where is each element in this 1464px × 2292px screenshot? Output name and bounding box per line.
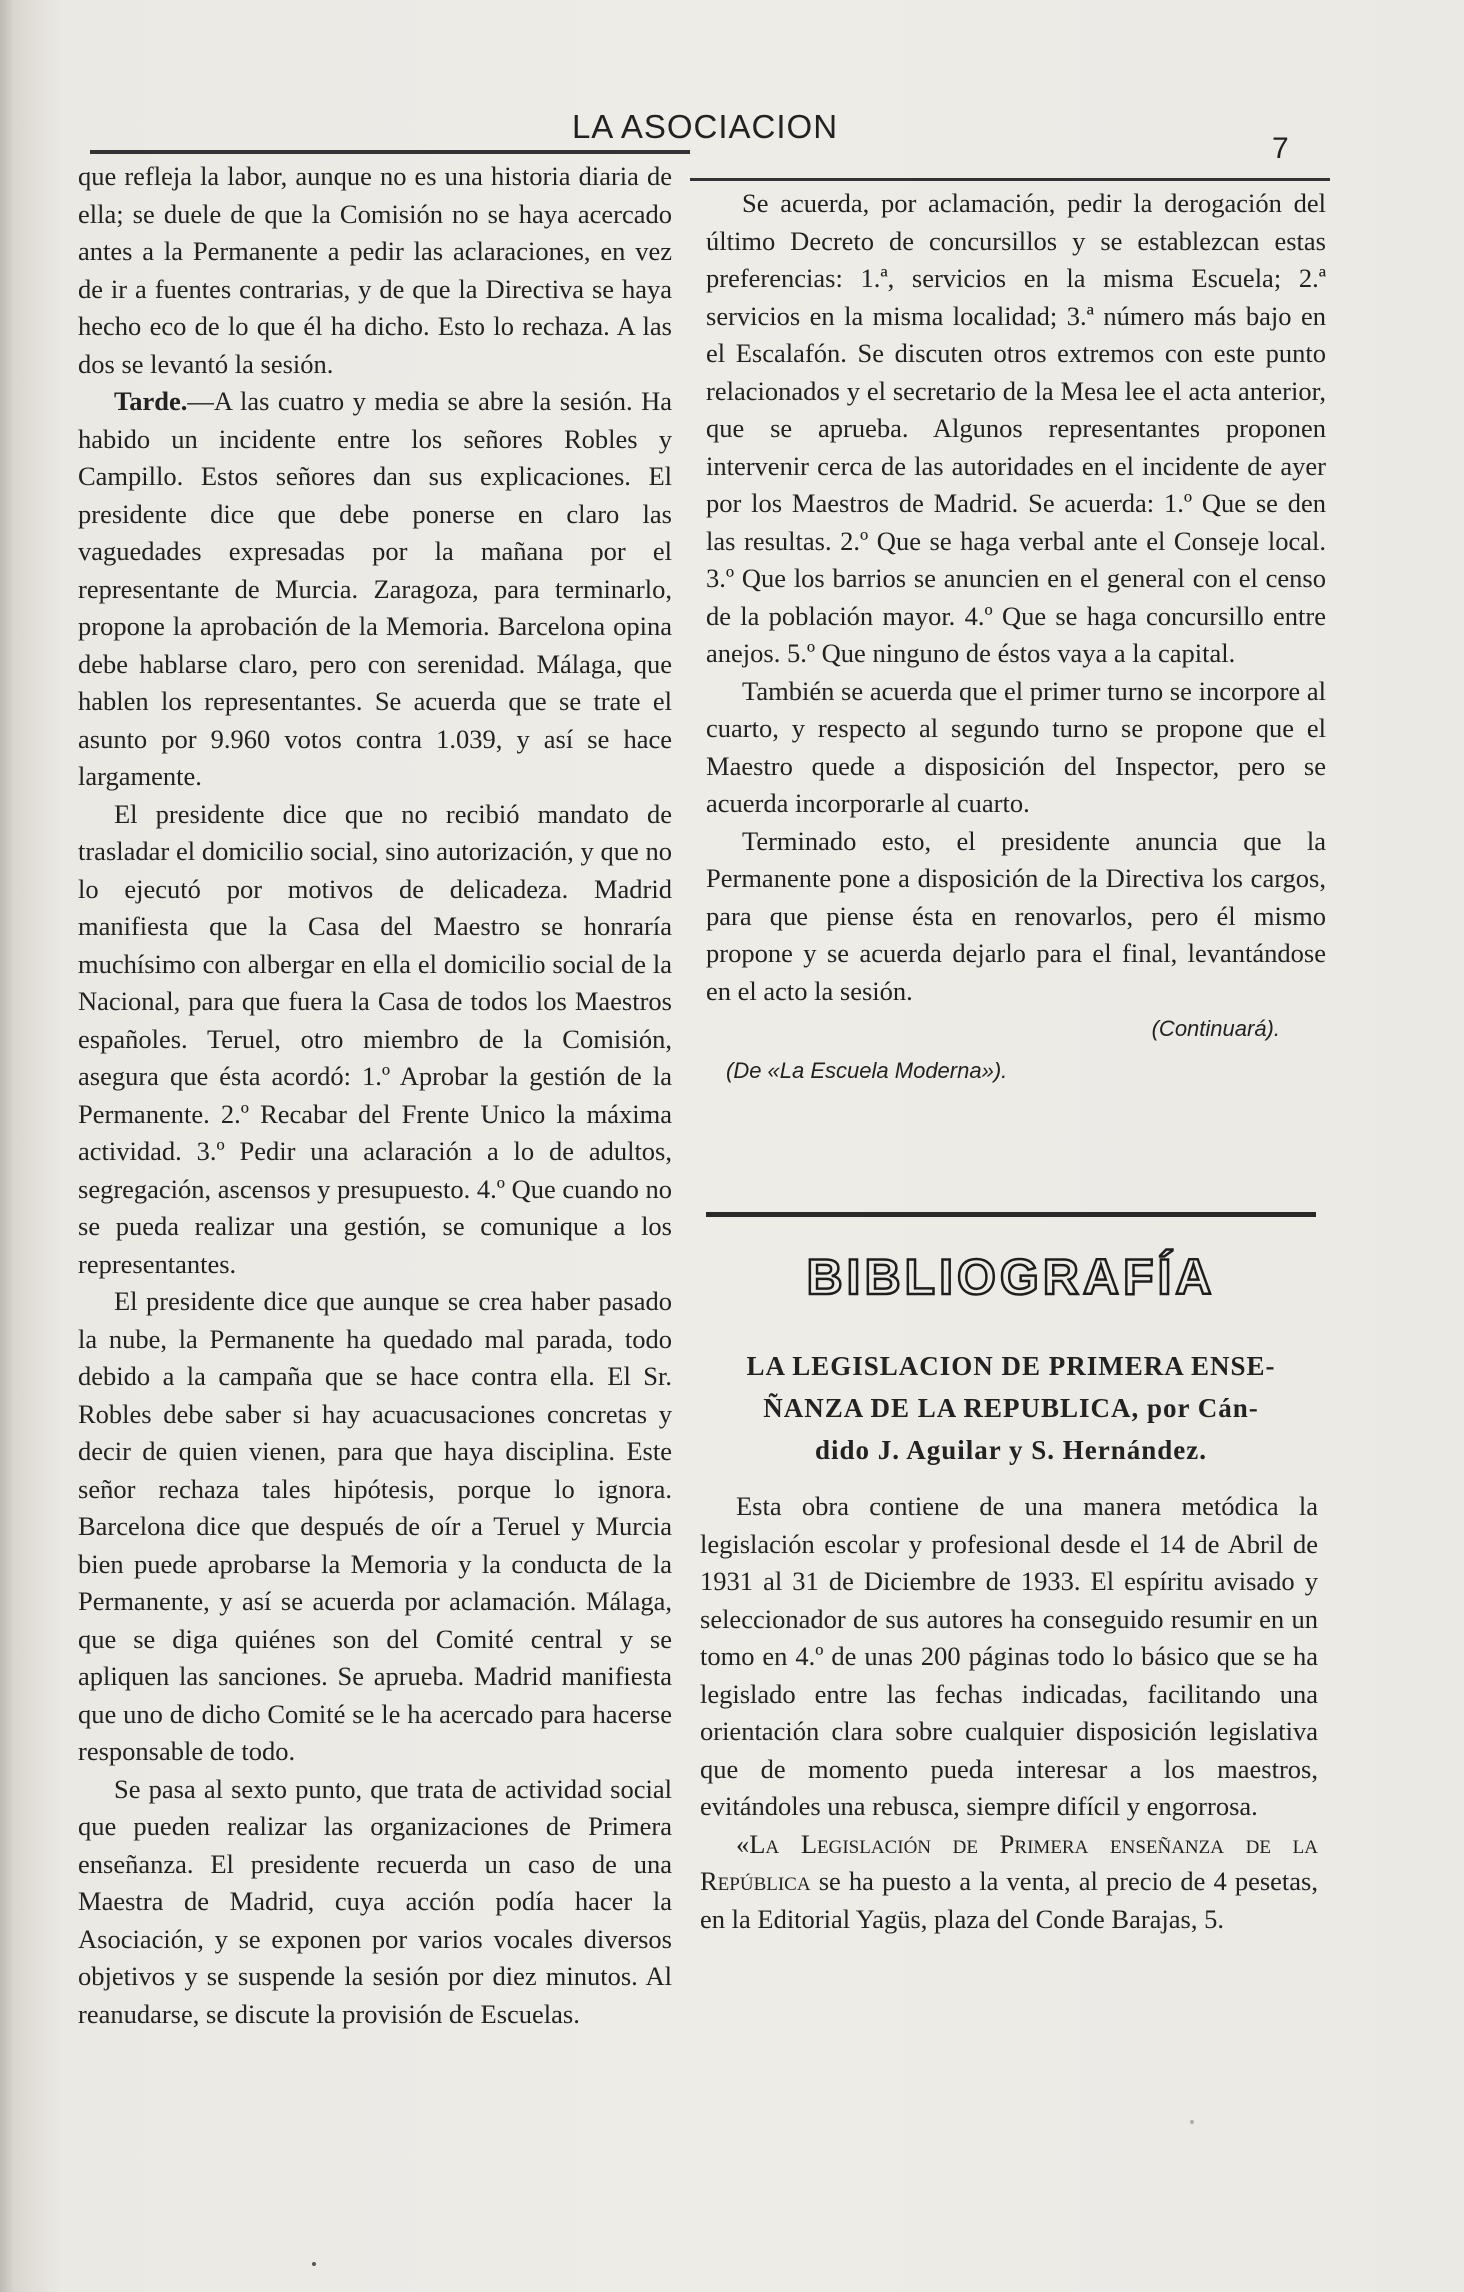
sale-book-title: «La Legislación de Primera enseñanza de la República xyxy=(700,1828,1318,1896)
section-divider xyxy=(706,1212,1316,1217)
sale-paragraph xyxy=(700,1826,1318,1939)
right-paragraph-1: Se acuerda, por aclamación, pedir la derogación del último Decreto de concursillos y se establezcan estas preferencias: 1.ª, servicios en la misma Escuela; 2.ª servicios en la misma localidad; 3.ª número más bajo en el Escalafón. Se discuten otros extremos con este punto relacionados y el secretario de la Mesa lee el acta anterior, que se aprueba. Algunos representantes proponen intervenir cerca de las autoridades en el incidente de ayer por los Maestros de Madrid. Se acuerda: 1.º Que se den las resultas. 2.º Que se haga verbal ante el Conseje local. 3.º Que los barrios se anuncien en el general con el censo de la población mayor. 4.º Que se haga concursillo entre anejos. 5.º Que ninguno de éstos vaya a la capital. xyxy=(706,188,1326,668)
book-review xyxy=(700,1488,1318,1938)
right-column xyxy=(706,185,1326,1089)
book-title-line-3: dido J. Aguilar y S. Hernández. xyxy=(814,1435,1208,1465)
header-rule-left xyxy=(90,150,690,154)
left-paragraph-2 xyxy=(78,383,672,796)
print-speck xyxy=(312,2262,316,2266)
right-paragraph-2: También se acuerda que el primer turno se incorpore al cuarto, y respecto al segundo turno se propone que el Maestro quede a disposición del Inspector, pero se acuerda incorporarle al cuarto. xyxy=(706,675,1326,818)
left-paragraph-4: El presidente dice que aunque se crea haber pasado la nube, la Permanente ha quedado mal parada, todo debido a la campaña que se hace contra ella. El Sr. Robles debe saber si hay acuacusaciones concretas y decir de quien vienen, para que haya disciplina. Este señor rechaza tales hipótesis, porque lo ignora. Barcelona dice que después de oír a Teruel y Murcia bien puede aprobarse la Memoria y la conducta de la Permanente, y así se acuerda por aclamación. Málaga, que se diga quiénes son del Comité central y se apliquen las sanciones. Se aprueba. Madrid manifiesta que uno de dicho Comité se le ha acercado para hacerse responsable de todo. xyxy=(78,1286,672,1766)
print-speck xyxy=(1190,2120,1194,2124)
book-title xyxy=(706,1345,1316,1471)
left-paragraph-2-text: —A las cuatro y media se abre la sesión. Ha habido un incidente entre los señores Robles y Campillo. Estos señores dan sus explicaciones. El presidente dice que debe ponerse en claro las vaguedades expresadas por la mañana por el representante de Murcia. Zaragoza, para terminarlo, propone la aprobación de la Memoria. Barcelona opina debe hablarse claro, pero con serenidad. Málaga, que hablen los representantes. Se acuerda que se trate el asunto por 9.960 votos contra 1.039, y así se hace largamente. xyxy=(78,386,672,791)
book-title-line-2: ÑANZA DE LA REPUBLICA, por Cán- xyxy=(763,1393,1259,1423)
right-paragraph-3: Terminado esto, el presidente anuncia que la Permanente pone a disposición de la Directiva los cargos, para que piense ésta en renovarlos, pero él mismo propone y se acuerda dejarlo para el final, levantándose en el acto la sesión. xyxy=(706,825,1326,1006)
book-title-line-1: LA LEGISLACION DE PRIMERA ENSE- xyxy=(746,1351,1276,1381)
review-paragraph: Esta obra contiene de una manera metódica la legislación escolar y profesional desde el 14 de Abril de 1931 al 31 de Diciembre de 1933. El espíritu avisado y seleccionador de sus autores ha conseguido resumir en un tomo en 4.º de unas 200 páginas todo lo básico que se ha legislado entre las fechas indicadas, facilitando una orientación clara sobre cualquier disposición legislativa que de momento pueda interesar a los maestros, evitándoles una rebusca, siempre difícil y engorrosa. xyxy=(700,1491,1318,1821)
left-paragraph-3: El presidente dice que no recibió mandato de trasladar el domicilio social, sino autorización, y que no lo ejecutó por motivos de delicadeza. Madrid manifiesta que la Casa del Maestro se honraría muchísimo con albergar en ella el domicilio social de la Nacional, para que fuera la Casa de todos los Maestros españoles. Teruel, otro miembro de la Comisión, asegura que ésta acordó: 1.º Aprobar la gestión de la Permanente. 2.º Recabar del Frente Unico la máxima actividad. 3.º Pedir una aclaración a lo de adultos, segregación, ascensos y presupuesto. 4.º Que cuando no se pueda realizar una gestión, se comunique a los representantes. xyxy=(78,798,672,1279)
continued-note: (Continuará). xyxy=(1151,1016,1280,1041)
left-paragraph-5: Se pasa al sexto punto, que trata de actividad social que pueden realizar las organizaciones de Primera enseñanza. El presidente recuerda un caso de una Maestra de Madrid, cuya acción podía hacer la Asociación, y se exponen por varios vocales diversos objetivos y se suspende la sesión por diez minutos. Al reanudarse, se discute la provisión de Escuelas. xyxy=(78,1773,672,2029)
source-note: (De «La Escuela Moderna»). xyxy=(726,1057,1008,1083)
bibliography-heading: BIBLIOGRAFÍA xyxy=(806,1249,1216,1305)
page-header-title: LA ASOCIACION xyxy=(571,108,839,145)
tarde-label: Tarde. xyxy=(114,386,188,416)
header-rule-right xyxy=(690,178,1330,181)
left-column xyxy=(78,158,672,2033)
page-number: 7 xyxy=(1272,132,1289,165)
sale-text: se ha puesto a la venta, al precio de 4 pesetas, en la Editorial Yagüs, plaza del Conde Barajas, 5. xyxy=(700,1866,1318,1934)
left-paragraph-1: que refleja la labor, aunque no es una historia diaria de ella; se duele de que la Comisión no se haya acercado antes a la Permanente a pedir las aclaraciones, en vez de ir a fuentes contrarias, y de que la Directiva se haya hecho eco de lo que él ha dicho. Esto lo rechaza. A las dos se levantó la sesión. xyxy=(78,161,672,379)
